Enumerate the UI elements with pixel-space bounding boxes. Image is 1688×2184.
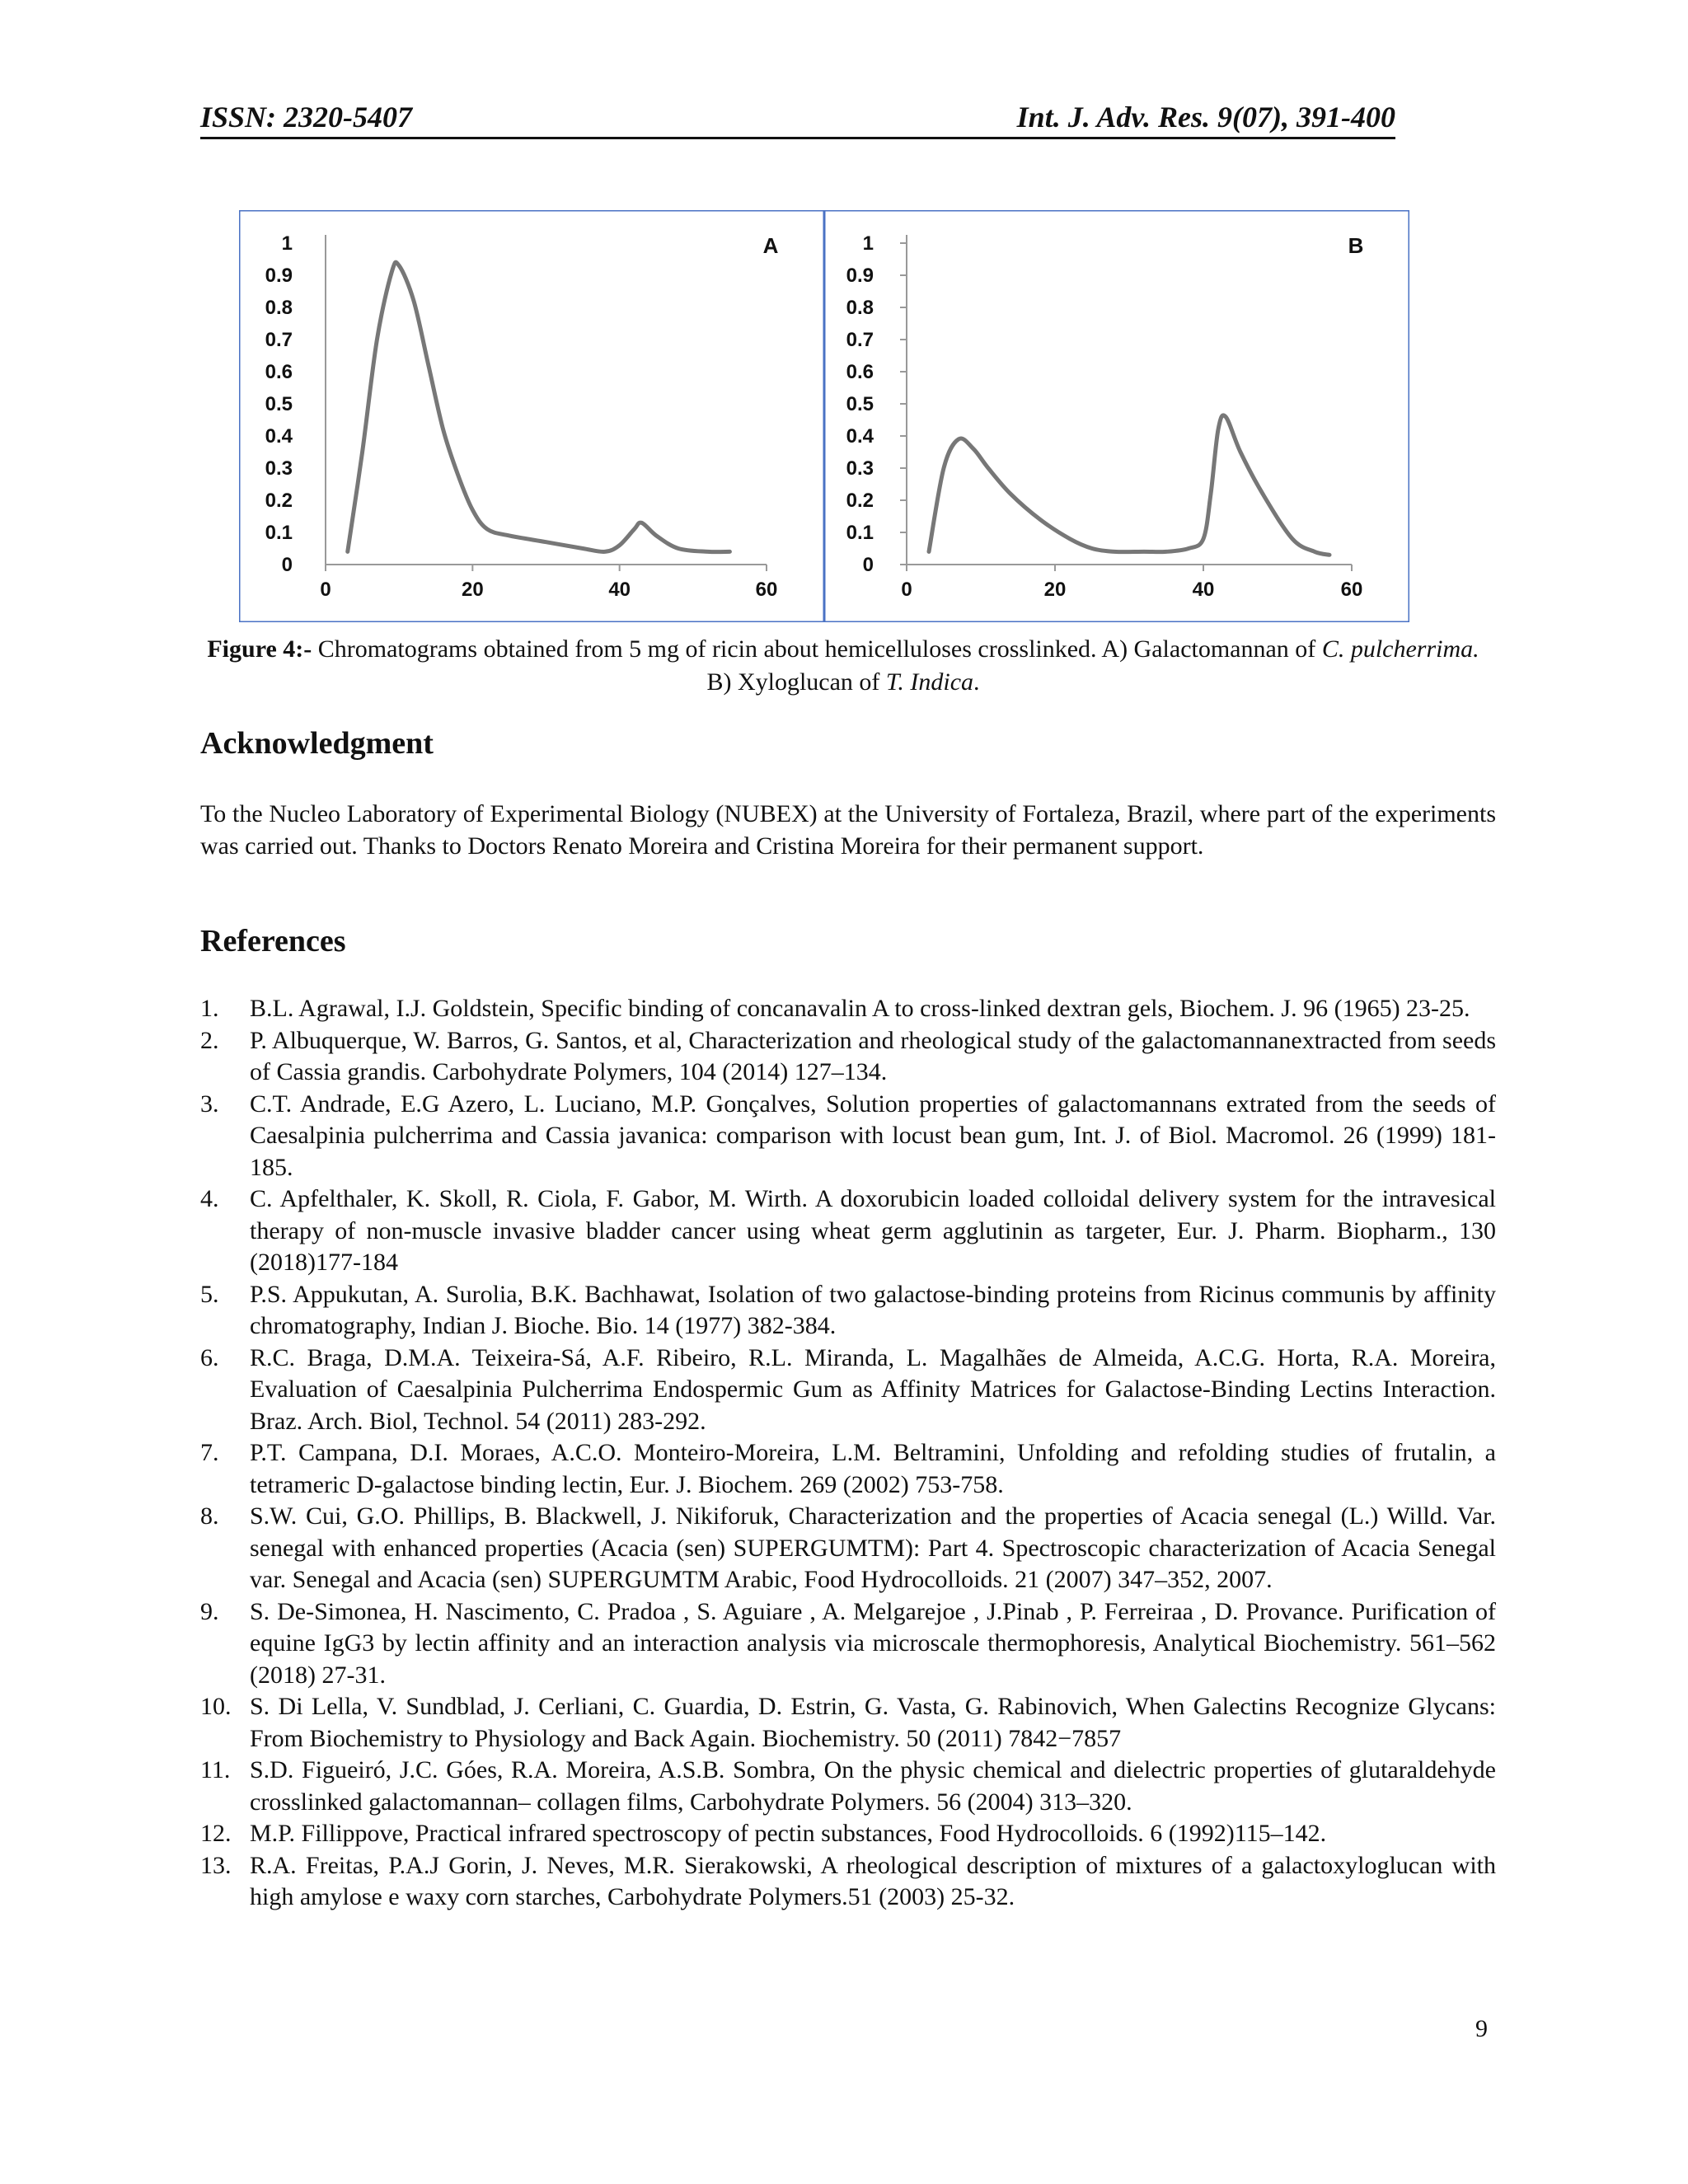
reference-text: S.W. Cui, G.O. Phillips, B. Blackwell, J. Nikiforuk, Characterization and the properties of Acacia senegal (L.) Willd. Var. senegal with enhanced properties (Acacia (sen) SUPERGUMTM): Part 4. Spectroscopic characterization of Acacia Senegal var. Senegal and Acacia (sen) SUPERGUMTM Arabic, Food Hydrocolloids. 21 (2007) 347–352, 2007. — [250, 1502, 1496, 1593]
reference-list — [200, 993, 1496, 1914]
y-tick-label: 0.8 — [846, 297, 874, 319]
chromatogram-figure — [239, 210, 1409, 622]
y-tick-label: 0 — [281, 554, 293, 576]
reference-item — [200, 1755, 1496, 1818]
reference-text: C.T. Andrade, E.G Azero, L. Luciano, M.P. Gonçalves, Solution properties of galactomannans extrated from the seeds of Caesalpinia pulcherrima and Cassia javanica: comparison with locust bean gum, Int. J. of Biol. Macromol. 26 (1999) 181-185. — [250, 1090, 1496, 1181]
reference-text: B.L. Agrawal, I.J. Goldstein, Specific binding of concanavalin A to cross-linked dextran gels, Biochem. J. 96 (1965) 23-25. — [250, 995, 1470, 1022]
reference-text: R.C. Braga, D.M.A. Teixeira-Sá, A.F. Ribeiro, R.L. Miranda, L. Magalhães de Almeida, A.C.G. Horta, R.A. Moreira, Evaluation of Caesalpinia Pulcherrima Endospermic Gum as Affinity Matrices for Galactose-Binding Lectins Interaction. Braz. Arch. Biol, Technol. 54 (2011) 283-292. — [250, 1343, 1496, 1435]
reference-item — [200, 1501, 1496, 1596]
caption-end: . — [973, 668, 980, 696]
y-tick-label: 1 — [862, 232, 874, 255]
y-tick-label: 0.1 — [846, 522, 874, 544]
reference-item — [200, 1691, 1496, 1755]
y-tick-label: 0.2 — [846, 490, 874, 512]
x-tick-label: 0 — [901, 579, 912, 601]
reference-item — [200, 1850, 1496, 1914]
panel-label: B — [1348, 233, 1364, 258]
reference-number: 5. — [200, 1280, 219, 1308]
caption-label: Figure 4:- — [207, 635, 312, 663]
reference-number: 8. — [200, 1502, 219, 1530]
reference-number: 11. — [200, 1756, 231, 1783]
reference-number: 13. — [200, 1851, 232, 1879]
panel-label: A — [762, 233, 779, 258]
y-tick-label: 0.3 — [846, 457, 874, 480]
reference-item — [200, 1437, 1496, 1501]
reference-item — [200, 993, 1496, 1025]
references-heading: References — [200, 924, 346, 958]
acknowledgment-text: To the Nucleo Laboratory of Experimental Biology (NUBEX) at the University of Fortaleza, Brazil, where part of the experiments was carried out. Thanks to Doctors Renato Moreira and Cristina Moreira for their permanent support. — [200, 800, 1496, 860]
reference-text: R.A. Freitas, P.A.J Gorin, J. Neves, M.R. Sierakowski, A rheological description of mixtures of a galactoxyloglucan with high amylose e waxy corn starches, Carbohydrate Polymers.51 (2003) 25-32. — [250, 1851, 1496, 1910]
panel-a-frame — [239, 210, 824, 622]
y-tick-label: 0.5 — [846, 393, 874, 415]
y-tick-label: 0.1 — [265, 522, 293, 544]
reference-item — [200, 1089, 1496, 1184]
y-tick-label: 0.6 — [265, 361, 293, 383]
x-tick-label: 20 — [1043, 579, 1067, 601]
caption-species-2: T. Indica — [885, 668, 974, 696]
reference-text: P.T. Campana, D.I. Moraes, A.C.O. Monteiro-Moreira, L.M. Beltramini, Unfolding and refolding studies of frutalin, a tetrameric D-galactose binding lectin, Eur. J. Biochem. 269 (2002) 753-758. — [250, 1439, 1496, 1498]
y-tick-label: 0 — [862, 554, 874, 576]
reference-text: P. Albuquerque, W. Barros, G. Santos, et al, Characterization and rheological study of the galactomannanextracted from seeds of Cassia grandis. Carbohydrate Polymers, 104 (2014) 127–134. — [250, 1026, 1496, 1085]
reference-number: 1. — [200, 995, 219, 1022]
reference-number: 12. — [200, 1820, 232, 1847]
figure-4 — [239, 210, 1409, 622]
reference-item — [200, 1818, 1496, 1850]
y-tick-label: 0.3 — [265, 457, 293, 480]
reference-number: 2. — [200, 1026, 219, 1054]
reference-item — [200, 1279, 1496, 1343]
reference-item — [200, 1343, 1496, 1438]
running-header — [200, 97, 1395, 139]
reference-item — [200, 1183, 1496, 1279]
reference-number: 3. — [200, 1090, 219, 1118]
y-tick-label: 0.4 — [846, 425, 874, 448]
reference-text: M.P. Fillippove, Practical infrared spectroscopy of pectin substances, Food Hydrocolloids. 6 (1992)115–142. — [250, 1820, 1327, 1847]
caption-part2: B) Xyloglucan of — [706, 668, 886, 696]
y-tick-label: 1 — [281, 232, 293, 255]
y-tick-label: 0.9 — [846, 265, 874, 287]
reference-number: 6. — [200, 1343, 219, 1371]
x-tick-label: 40 — [1192, 579, 1215, 601]
y-tick-label: 0.7 — [846, 329, 874, 351]
x-tick-label: 40 — [608, 579, 631, 601]
header-issn: ISSN: 2320-5407 — [200, 101, 413, 134]
x-tick-label: 60 — [755, 579, 778, 601]
x-tick-label: 20 — [461, 579, 484, 601]
caption-part1: Chromatograms obtained from 5 mg of ricin about hemicelluloses crosslinked. A) Galactomannan of — [312, 635, 1322, 663]
reference-text: C. Apfelthaler, K. Skoll, R. Ciola, F. Gabor, M. Wirth. A doxorubicin loaded colloidal delivery system for the intravesical therapy of non-muscle invasive bladder cancer using wheat germ agglutinin as targeter, Eur. J. Pharm. Biopharm., 130 (2018)177-184 — [250, 1185, 1496, 1276]
reference-text: S. Di Lella, V. Sundblad, J. Cerliani, C. Guardia, D. Estrin, G. Vasta, G. Rabinovich, When Galectins Recognize Glycans: From Biochemistry to Physiology and Back Again. Biochemistry. 50 (2011) 7842−7857 — [250, 1693, 1496, 1752]
y-tick-label: 0.7 — [265, 329, 293, 351]
reference-number: 10. — [200, 1693, 232, 1720]
x-tick-label: 0 — [320, 579, 331, 601]
caption-species-1: C. pulcherrima. — [1321, 635, 1479, 663]
figure-caption — [200, 633, 1486, 699]
reference-text: S.D. Figueiró, J.C. Góes, R.A. Moreira, A.S.B. Sombra, On the physic chemical and dielectric properties of glutaraldehyde crosslinked galactomannan– collagen films, Carbohydrate Polymers. 56 (2004) 313–320. — [250, 1756, 1496, 1816]
header-journal: Int. J. Adv. Res. 9(07), 391-400 — [1016, 101, 1395, 134]
y-tick-label: 0.6 — [846, 361, 874, 383]
reference-number: 4. — [200, 1185, 219, 1212]
y-tick-label: 0.9 — [265, 265, 293, 287]
reference-number: 7. — [200, 1439, 219, 1466]
reference-item — [200, 1596, 1496, 1692]
reference-item — [200, 1025, 1496, 1089]
y-tick-label: 0.4 — [265, 425, 293, 448]
page-number: 9 — [1475, 2015, 1488, 2042]
y-tick-label: 0.5 — [265, 393, 293, 415]
y-tick-label: 0.8 — [265, 297, 293, 319]
reference-text: S. De-Simonea, H. Nascimento, C. Pradoa , S. Aguiare , A. Melgarejoe , J.Pinab , P. Ferreiraa , D. Provance. Purification of equine IgG3 by lectin affinity and an interaction analysis via microscale thermophoresis, Analytical Biochemistry. 561–562 (2018) 27-31. — [250, 1597, 1496, 1689]
acknowledgment-heading: Acknowledgment — [200, 726, 434, 761]
panel-b-frame — [824, 210, 1409, 622]
y-tick-label: 0.2 — [265, 490, 293, 512]
reference-text: P.S. Appukutan, A. Surolia, B.K. Bachhawat, Isolation of two galactose-binding proteins from Ricinus communis by affinity chromatography, Indian J. Bioche. Bio. 14 (1977) 382-384. — [250, 1280, 1496, 1339]
x-tick-label: 60 — [1340, 579, 1363, 601]
reference-number: 9. — [200, 1597, 219, 1625]
